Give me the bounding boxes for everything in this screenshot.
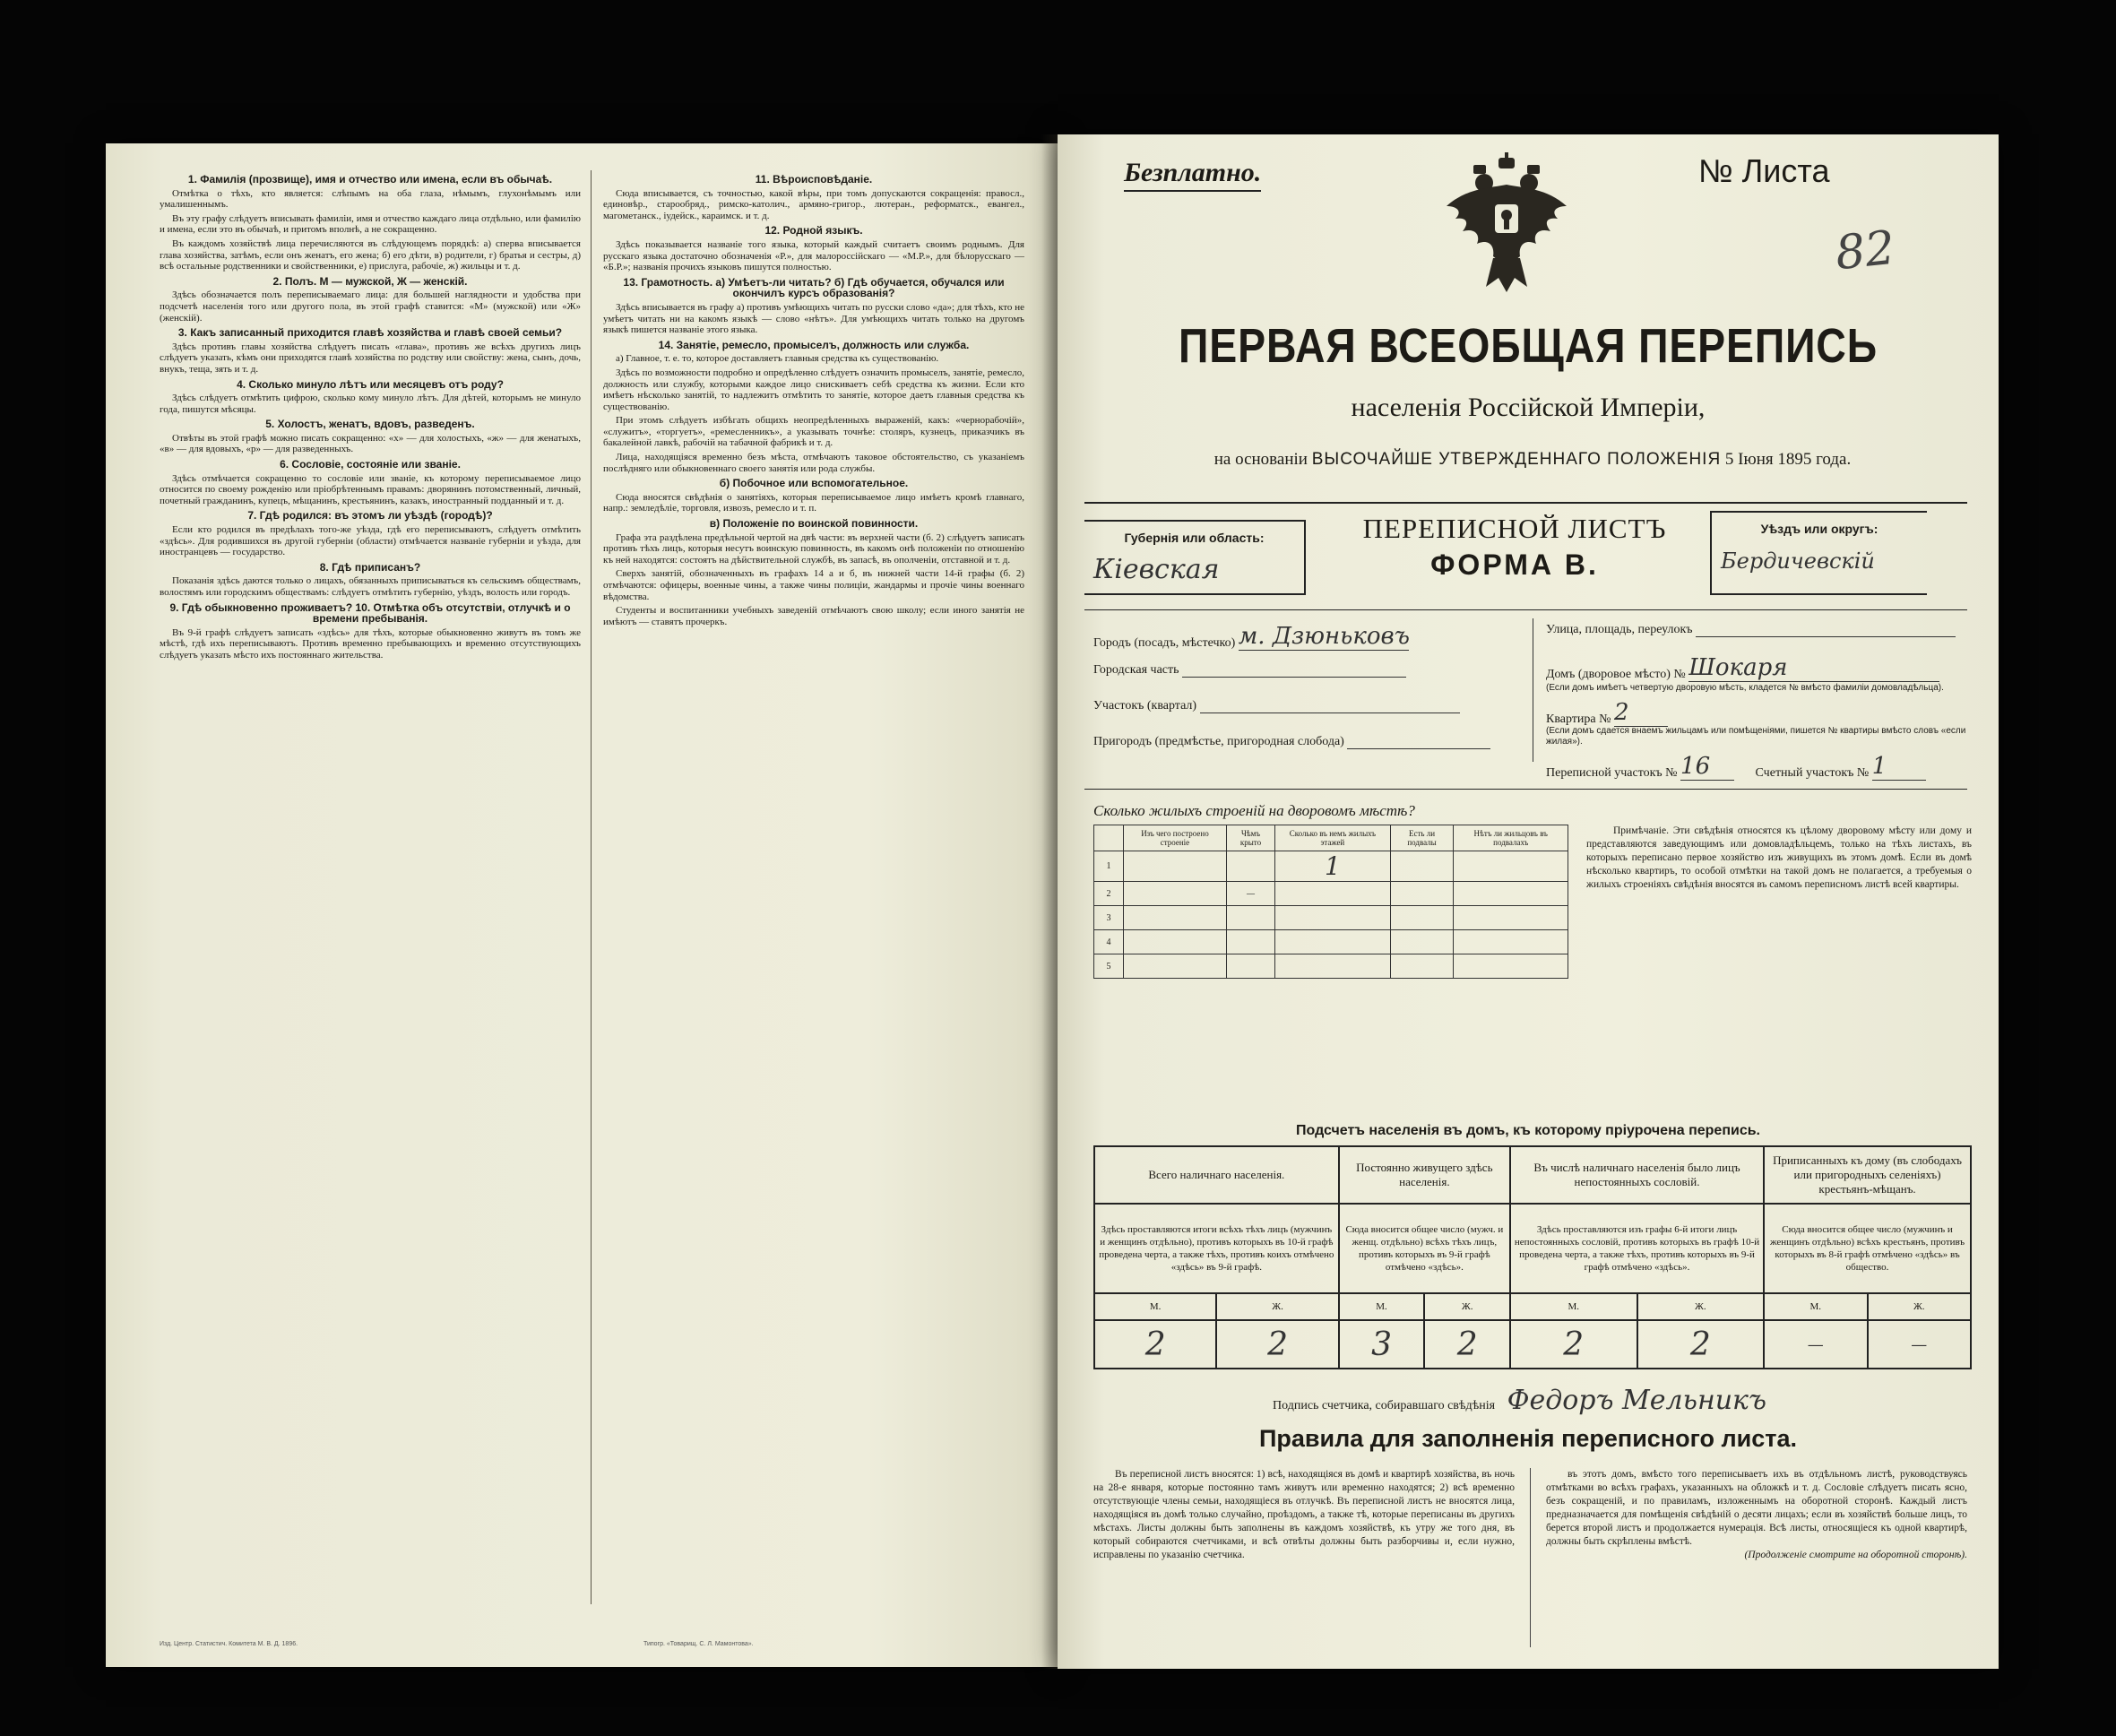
instructions-column-right (603, 170, 1024, 1613)
block-label: Участокъ (квартал) (1093, 699, 1197, 713)
province-label: Губернія или область: (1124, 531, 1265, 545)
material-header: Изъ чего построено строеніе (1124, 825, 1227, 851)
table-row (1094, 882, 1568, 906)
instruction-heading: 14. Занятіе, ремесло, промыселъ, должность или служба. (658, 338, 970, 351)
female-label: Ж. (1868, 1293, 1972, 1320)
instruction-paragraph: Графа эта раздѣлена предѣльной чертой на двѣ части: въ верхней части (б. 2) слѣдуетъ записать противъ тѣхъ лицъ, которыя несутъ воинскую повинность, въ какомъ онѣ положеніи по отношенію къ ней находятся: состоятъ на дѣйствительной службѣ, въ запасѣ, въ ополченіи, отставной и т. д. (603, 531, 1024, 566)
instruction-heading: в) Положеніе по воинской повинности. (709, 517, 919, 531)
instruction-paragraph: а) Главное, т. е. то, которое доставляетъ главныя средства къ существованію. (616, 353, 939, 365)
row-number: 5 (1094, 954, 1124, 979)
decree-date: 5 Іюня 1895 года. (1724, 450, 1852, 469)
floors-header: Сколько въ немъ жилыхъ этажей (1275, 825, 1391, 851)
instruction-paragraph: Здѣсь показывается названіе того языка, который каждый считаетъ своимъ роднымъ. Для русскаго языка достаточно обозначенія «Р.», для малороссійскаго — «М.Р.», для бѣлорусскаго — «Б.Р.»; названія прочихъ языковъ пишутся полностью. (603, 238, 1024, 273)
instruction-paragraph: Если кто родился въ предѣлахъ того-же уѣзда, гдѣ его переписываютъ, слѣдуетъ отмѣтить «здѣсь». Для родившихся въ другой губерніи (области) отмѣчается названіе губерніи и уѣзда, для иностранцевъ — государство. (160, 524, 581, 558)
male-label: М. (1764, 1293, 1867, 1320)
enumerator-signature (1273, 1385, 1766, 1416)
instruction-heading: б) Побочное или вспомогательное. (719, 477, 909, 490)
form-type: ФОРМА В. (1430, 548, 1599, 581)
structures-rule (1084, 789, 1967, 790)
non-permanent-header: Въ числѣ наличнаго населенія было лицъ непостоянныхъ сословій. (1510, 1146, 1764, 1204)
rules-text-left: Въ переписной листъ вносятся: 1) всѣ, находящіяся въ домѣ и квартирѣ хозяйства, въ ночь на 28-е января, которые постоянно тамъ живутъ или временно находятся; 2) всѣ временно отсутствующіе члены семьи, находящіеся въ отлучкѣ. Въ переписной листъ не вносятся лица, находящіяся въ домѣ только случайно, проѣздомъ, а также тѣ, которые переписаны въ другихъ мѣстахъ. Листы должны быть заполнены въ каждомъ хозяйствѣ, къ утру же того дня, въ который собираются счетчиками, и всѣ отвѣты должны быть разборчивы и, если нужно, исправлены по указанію счетчика. (1093, 1469, 1515, 1560)
rules-divider (1530, 1468, 1531, 1647)
decree-prefix: на основаніи (1213, 450, 1308, 469)
roof-header: Чѣмъ крыто (1226, 825, 1274, 851)
printer-note-left: Изд. Центр. Статистич. Комитета М. В. Д. 1896. (160, 1641, 298, 1647)
printer-note-right: Типогр. «Товарищ. С. Л. Мамонтова». (643, 1641, 754, 1647)
table-row (1094, 954, 1568, 979)
structures-table (1093, 825, 1568, 979)
floors-value: 1 (1275, 851, 1391, 882)
province-value: Кіевская (1093, 554, 1220, 585)
house-label: Домъ (дворовое мѣсто) № (1546, 668, 1686, 681)
census-form-page (1058, 134, 1999, 1669)
census-district-value: 16 (1680, 753, 1711, 780)
basement-tenants-header: Нѣтъ ли жильцовъ въ подвалахъ (1454, 825, 1568, 851)
district-label: Уѣздъ или округъ: (1760, 522, 1878, 536)
instruction-heading: 5. Холостъ, женатъ, вдовъ, разведенъ. (265, 418, 475, 431)
decree-caps: ВЫСОЧАЙШЕ УТВЕРЖДЕННАГО ПОЛОЖЕНІЯ (1311, 450, 1722, 469)
rules-continued: (Продолженіе смотрите на оборотной сторонѣ). (1744, 1550, 1967, 1560)
structures-question: Сколько жилыхъ строеній на дворовомъ мѣстѣ? (1093, 802, 1415, 819)
instruction-heading: 13. Грамотность. а) Умѣетъ-ли читать? б) Гдѣ обучается, обучался или окончилъ курсъ образованія? (623, 275, 1005, 300)
signature-value: Федоръ Мельникъ (1507, 1385, 1766, 1416)
instruction-paragraph: Въ каждомъ хозяйствѣ лица перечисляются въ слѣдующемъ порядкѣ: а) сперва вписывается глава хозяйства, затѣмъ, если онъ женатъ, его жена; б) его дѣти, в) родители, г) братья и сестры, д) всѣ остальные родственники и свойственники, е) прислуга, рабочіе, ж) жильцы и т. д. (160, 238, 581, 272)
province-box (1084, 520, 1306, 595)
census-subtitle: населенія Россійской Имперіи, (1351, 393, 1706, 422)
census-district-label: Переписной участокъ № (1546, 766, 1678, 780)
male-label: М. (1094, 1293, 1216, 1320)
permanent-female-value: 2 (1424, 1320, 1510, 1369)
population-count-table (1093, 1145, 1972, 1369)
row-number: 3 (1094, 906, 1124, 930)
row-number-header (1094, 825, 1124, 851)
block-field (1093, 699, 1460, 713)
address-rule (1084, 609, 1967, 610)
city-value: м. Дзюньковъ (1238, 623, 1410, 650)
district-box (1710, 511, 1927, 595)
city-part-label: Городская часть (1093, 663, 1179, 677)
structures-note (1586, 825, 1972, 892)
registered-desc: Сюда вносится общее число (мужчинъ и женщинъ отдѣльно) всѣхъ крестьянъ, противъ которыхъ въ 8-й графѣ отмѣчено «здѣсь» въ общество. (1764, 1204, 1971, 1293)
table-row (1094, 930, 1568, 954)
column-divider (591, 170, 592, 1604)
instruction-paragraph: Показанія здѣсь даются только о лицахъ, обязанныхъ приписываться къ сельскимъ обществамъ, волостямъ или городскимъ обществамъ: слѣдуетъ отмѣтить губернію, уѣздъ, волость или городъ. (160, 575, 581, 598)
form-title-text: ПЕРЕПИСНОЙ ЛИСТЪ (1362, 513, 1667, 544)
instruction-paragraph: Здѣсь обозначается полъ переписываемаго лица: для большей наглядности и удобства при подсчетѣ населенія того или другого пола, въ этой графѣ ставится: «М» (мужской) или «Ж» (женскій). (160, 289, 581, 324)
instruction-heading: 4. Сколько минуло лѣтъ или месяцевъ отъ роду? (237, 377, 504, 391)
instruction-heading: 11. Вѣроисповѣданіе. (755, 173, 873, 186)
non-permanent-female-value: 2 (1637, 1320, 1765, 1369)
sheet-number-value: 82 (1833, 220, 1898, 281)
form-title (1335, 511, 1694, 583)
instruction-paragraph: При этомъ слѣдуетъ избѣгать общихъ неопредѣленныхъ выраженій, какъ: «чернорабочій», «служитъ», «торгуетъ», «ремесленникъ», а указывать точнѣе: столяръ, кузнецъ, приказчикъ въ бакалейной лавкѣ, рабочій на табачной фабрикѣ и т. д. (603, 415, 1024, 449)
total-female-value: 2 (1216, 1320, 1338, 1369)
registered-male-value: — (1764, 1320, 1867, 1369)
instruction-paragraph: Студенты и воспитанники учебныхъ заведеній отмѣчаютъ свою школу; если иного занятія не имѣютъ — ставятъ прочеркъ. (603, 605, 1024, 627)
instruction-paragraph: Въ 9-й графѣ слѣдуетъ записать «здѣсь» для тѣхъ, которые обыкновенно живутъ въ томъ же мѣстѣ, гдѣ ихъ переписываютъ. Противъ временно пребывающихъ и временно отсутствующихъ слѣдуетъ указать мѣсто ихъ постояннаго жительства. (160, 626, 581, 661)
apartment-field (1546, 699, 1668, 727)
header-rule (1084, 502, 1967, 504)
non-permanent-male-value: 2 (1510, 1320, 1637, 1369)
instruction-paragraph: Сюда вносятся свѣдѣнія о занятіяхъ, которыя переписываемое лицо имѣетъ кромѣ главнаго, напр.: земледѣліе, торговля, извозъ, ремесло и т. п. (603, 491, 1024, 514)
table-row (1094, 906, 1568, 930)
rules-title: Правила для заполненія переписного листа. (1258, 1425, 1798, 1452)
rules-text-right: въ этотъ домъ, вмѣсто того переписываетъ ихъ въ отдѣльномъ листѣ, руководствуясь отмѣтками во всѣхъ графахъ, указанныхъ на обложкѣ и т. д. Сословіе слѣдуетъ писать ясно, безъ сокращеній, и по правиламъ, изложеннымъ на оборотной сторонѣ. Каждый листъ предназначается для помѣщенія свѣдѣній о десяти лицахъ; если въ хозяйствѣ больше лицъ, то берется второй листъ и продолжается нумерація. Всѣ листы, относящіеся къ одной квартирѣ, должны быть скрѣплены вмѣстѣ. (1546, 1469, 1967, 1547)
population-count-title: Подсчетъ населенія въ домъ, къ которому пріурочена перепись. (1296, 1123, 1760, 1138)
registered-female-value: — (1868, 1320, 1972, 1369)
instruction-paragraph: Отмѣтка о тѣхъ, кто является: слѣпымъ на оба глаза, нѣмымъ, глухонѣмымъ или умалишеннымъ. (160, 187, 581, 211)
registered-header: Приписанныхъ къ дому (въ слободахъ или пригородныхъ селеніяхъ) крестьянъ-мѣщанъ. (1764, 1146, 1971, 1204)
instruction-paragraph: Въ эту графу слѣдуетъ вписывать фамиліи, имя и отчество каждаго лица отдѣльно, или фамилію и имена, если это въ обычаѣ, и притомъ вполнѣ, а не сокращенно. (160, 212, 581, 236)
instruction-heading: 3. Какъ записанный приходится главѣ хозяйства и главѣ своей семьи? (177, 326, 563, 340)
signature-label: Подпись счетчика, собиравшаго свѣдѣнія (1273, 1399, 1496, 1412)
apartment-value: 2 (1613, 699, 1629, 726)
roof-value: — (1226, 882, 1274, 906)
instruction-paragraph: Отвѣты въ этой графѣ можно писать сокращенно: «х» — для холостыхъ, «ж» — для женатыхъ, «в» — для вдовыхъ, «р» — для разведенныхъ. (160, 432, 581, 455)
instruction-paragraph: Сверхъ занятій, обозначенныхъ въ графахъ 14 а и б, въ нижней части 14-й графы (б. 2) отмѣчаются: офицеры, военные чины, а также чины полиціи, жандармы и прочіе чины военнаго вѣдомства. (603, 568, 1024, 602)
apartment-label: Квартира № (1546, 713, 1611, 726)
street-label: Улица, площадь, переулокъ (1546, 623, 1693, 636)
row-number: 4 (1094, 930, 1124, 954)
house-note: (Если домъ имѣетъ четвертую дворовую мѣсть, кладется № вмѣсто фамиліи домовладѣльца). (1546, 683, 1944, 693)
note-title: Примѣчаніе. (1613, 825, 1669, 836)
left-page (106, 143, 1058, 1667)
total-present-desc: Здѣсь проставляются итоги всѣхъ тѣхъ лицъ (мужчинъ и женщинъ отдѣльно), противъ которыхъ въ 10-й графѣ проведена черта, а также тѣхъ, противъ коихъ отмѣчено «здѣсь» въ 9-й графѣ. (1094, 1204, 1339, 1293)
instruction-paragraph: Здѣсь вписывается въ графу а) противъ умѣющихъ читать по русски слово «да»; для тѣхъ, кто не умѣетъ читать ни на какомъ языкѣ — слово «нѣтъ». Для умѣющихъ читать только на другомъ языкѣ пишется названіе этого языка. (603, 301, 1024, 336)
instruction-paragraph: Сюда вписывается, съ точностью, какой вѣры, при томъ допускаются сокращенія: правосл., единовѣр., старообряд., римско-католич., армяно-григор., лютеран., реформатск., евангел., магометанск., іудейск., караимск. и т. д. (603, 187, 1024, 221)
instructions-column-left (160, 170, 581, 1613)
sheet-number-label: № Листа (1698, 152, 1830, 189)
instruction-heading: 12. Родной языкъ. (764, 224, 863, 238)
instruction-heading: 7. Гдѣ родился: въ этомъ ли уѣздѣ (городѣ)? (247, 509, 493, 523)
city-part-field (1093, 663, 1406, 678)
instruction-paragraph: Здѣсь противъ главы хозяйства слѣдуетъ писать «глава», противъ же всѣхъ другихъ лицъ слѣдуетъ указать, кѣмъ они приходятся главѣ хозяйства по родству или свойству: жена, сынъ, дочь, внукъ, теща, зять и т. д. (160, 341, 581, 375)
permanent-header: Постоянно живущего здѣсь населенія. (1339, 1146, 1510, 1204)
double-headed-eagle-icon (1439, 152, 1574, 296)
total-male-value: 2 (1094, 1320, 1216, 1369)
instruction-paragraph: Здѣсь отмѣчается сокращенно то сословіе или званіе, къ которому переписываемое лицо относится по своему рожденію или пріобрѣтеннымъ правамъ: дворянинъ потомственный, личный, почетный гражданинъ, купецъ, мѣщанинъ, крестьянинъ, казакъ, иностранный подданный и т. д. (160, 472, 581, 506)
house-field (1546, 654, 1939, 682)
instruction-paragraph: Здѣсь по возможности подробно и опредѣленно слѣдуетъ означить промыселъ, занятіе, ремесло, должность или службу, которыми каждое лицо снискиваетъ себѣ средства къ жизни. Если кто имѣетъ нѣсколько занятій, то надлежитъ отмѣтить то занятіе, которое даетъ главныя средства къ существованію. (603, 367, 1024, 412)
note-text: Эти свѣдѣнія относятся къ цѣлому дворовому мѣсту или дому и представляются заведующимъ или домовладѣльцемъ, только на тѣхъ листахъ, въ которыхъ переписано первое хозяйство изъ живущихъ въ этомъ домѣ. Если въ домѣ нѣсколько квартиръ, то особой отмѣтки на такой домъ не полагается, а требуемыя о жилыхъ строеніяхъ свѣдѣнія вносятся въ самомъ переписномъ листѣ всей квартиры. (1586, 825, 1972, 890)
basement-header: Есть ли подвалы (1390, 825, 1454, 851)
rules-column-right (1546, 1468, 1967, 1562)
census-district-field (1546, 753, 1926, 781)
census-title: ПЕРВАЯ ВСЕОБЩАЯ ПЕРЕПИСЬ (1179, 319, 1878, 373)
count-district-label: Счетный участокъ № (1755, 766, 1870, 780)
row-number: 2 (1094, 882, 1124, 906)
city-label: Городъ (посадъ, мѣстечко) (1093, 636, 1236, 650)
female-label: Ж. (1637, 1293, 1765, 1320)
instruction-heading: 1. Фамилія (прозвище), имя и отчество или имена, если въ обычаѣ. (187, 173, 553, 186)
apartment-note: (Если домъ сдается внаемъ жильцамъ или помѣщеніями, пишется № квартиры вмѣсто словъ «если жилая»). (1546, 726, 1966, 747)
house-value: Шокаря (1688, 654, 1788, 681)
decree-line (1129, 450, 1936, 470)
city-field (1093, 623, 1409, 651)
instruction-heading: 8. Гдѣ приписанъ? (319, 560, 421, 574)
count-district-value: 1 (1871, 753, 1887, 780)
male-label: М. (1339, 1293, 1425, 1320)
free-label: Безплатно. (1124, 158, 1261, 192)
male-label: М. (1510, 1293, 1637, 1320)
instruction-paragraph: Лица, находящіяся временно безъ мѣста, отмѣчаютъ таковое обстоятельство, съ указаніемъ послѣдняго или обыкновеннаго своего занятія или рода службы. (603, 452, 1024, 474)
rules-column-left (1093, 1468, 1515, 1562)
instruction-heading: 6. Сословіе, состояніе или званіе. (280, 458, 461, 471)
instruction-heading: 2. Полъ. М — мужской, Ж — женскій. (272, 274, 468, 288)
female-label: Ж. (1216, 1293, 1338, 1320)
non-permanent-desc: Здѣсь проставляются изъ графы 6-й итоги лицъ непостоянныхъ сословій, противъ которыхъ въ графѣ 10-й проведена черта, а также тѣхъ, противъ которыхъ въ 9-й графѣ отмѣчено «здѣсь». (1510, 1204, 1764, 1293)
table-row (1094, 851, 1568, 882)
district-value: Бердичевскій (1721, 548, 1875, 574)
suburb-field (1093, 735, 1490, 749)
suburb-label: Пригородъ (предмѣстье, пригородная слобода) (1093, 735, 1344, 748)
street-field (1546, 623, 1956, 637)
total-present-header: Всего наличнаго населенія. (1094, 1146, 1339, 1204)
female-label: Ж. (1424, 1293, 1510, 1320)
row-number: 1 (1094, 851, 1124, 882)
instruction-paragraph: Здѣсь слѣдуетъ отмѣтить цифрою, сколько кому минуло лѣтъ. Для дѣтей, которымъ не минуло года, пишутся мѣсяцы. (160, 393, 581, 415)
permanent-desc: Сюда вносится общее число (мужч. и женщ. отдѣльно) всѣхъ тѣхъ лицъ, противъ которыхъ въ 9-й графѣ отмѣчено «здѣсь». (1339, 1204, 1510, 1293)
permanent-male-value: 3 (1339, 1320, 1425, 1369)
instruction-heading: 9. Гдѣ обыкновенно проживаетъ? 10. Отмѣтка объ отсутствіи, отлучкѣ и о времени пребыванія. (169, 600, 571, 626)
